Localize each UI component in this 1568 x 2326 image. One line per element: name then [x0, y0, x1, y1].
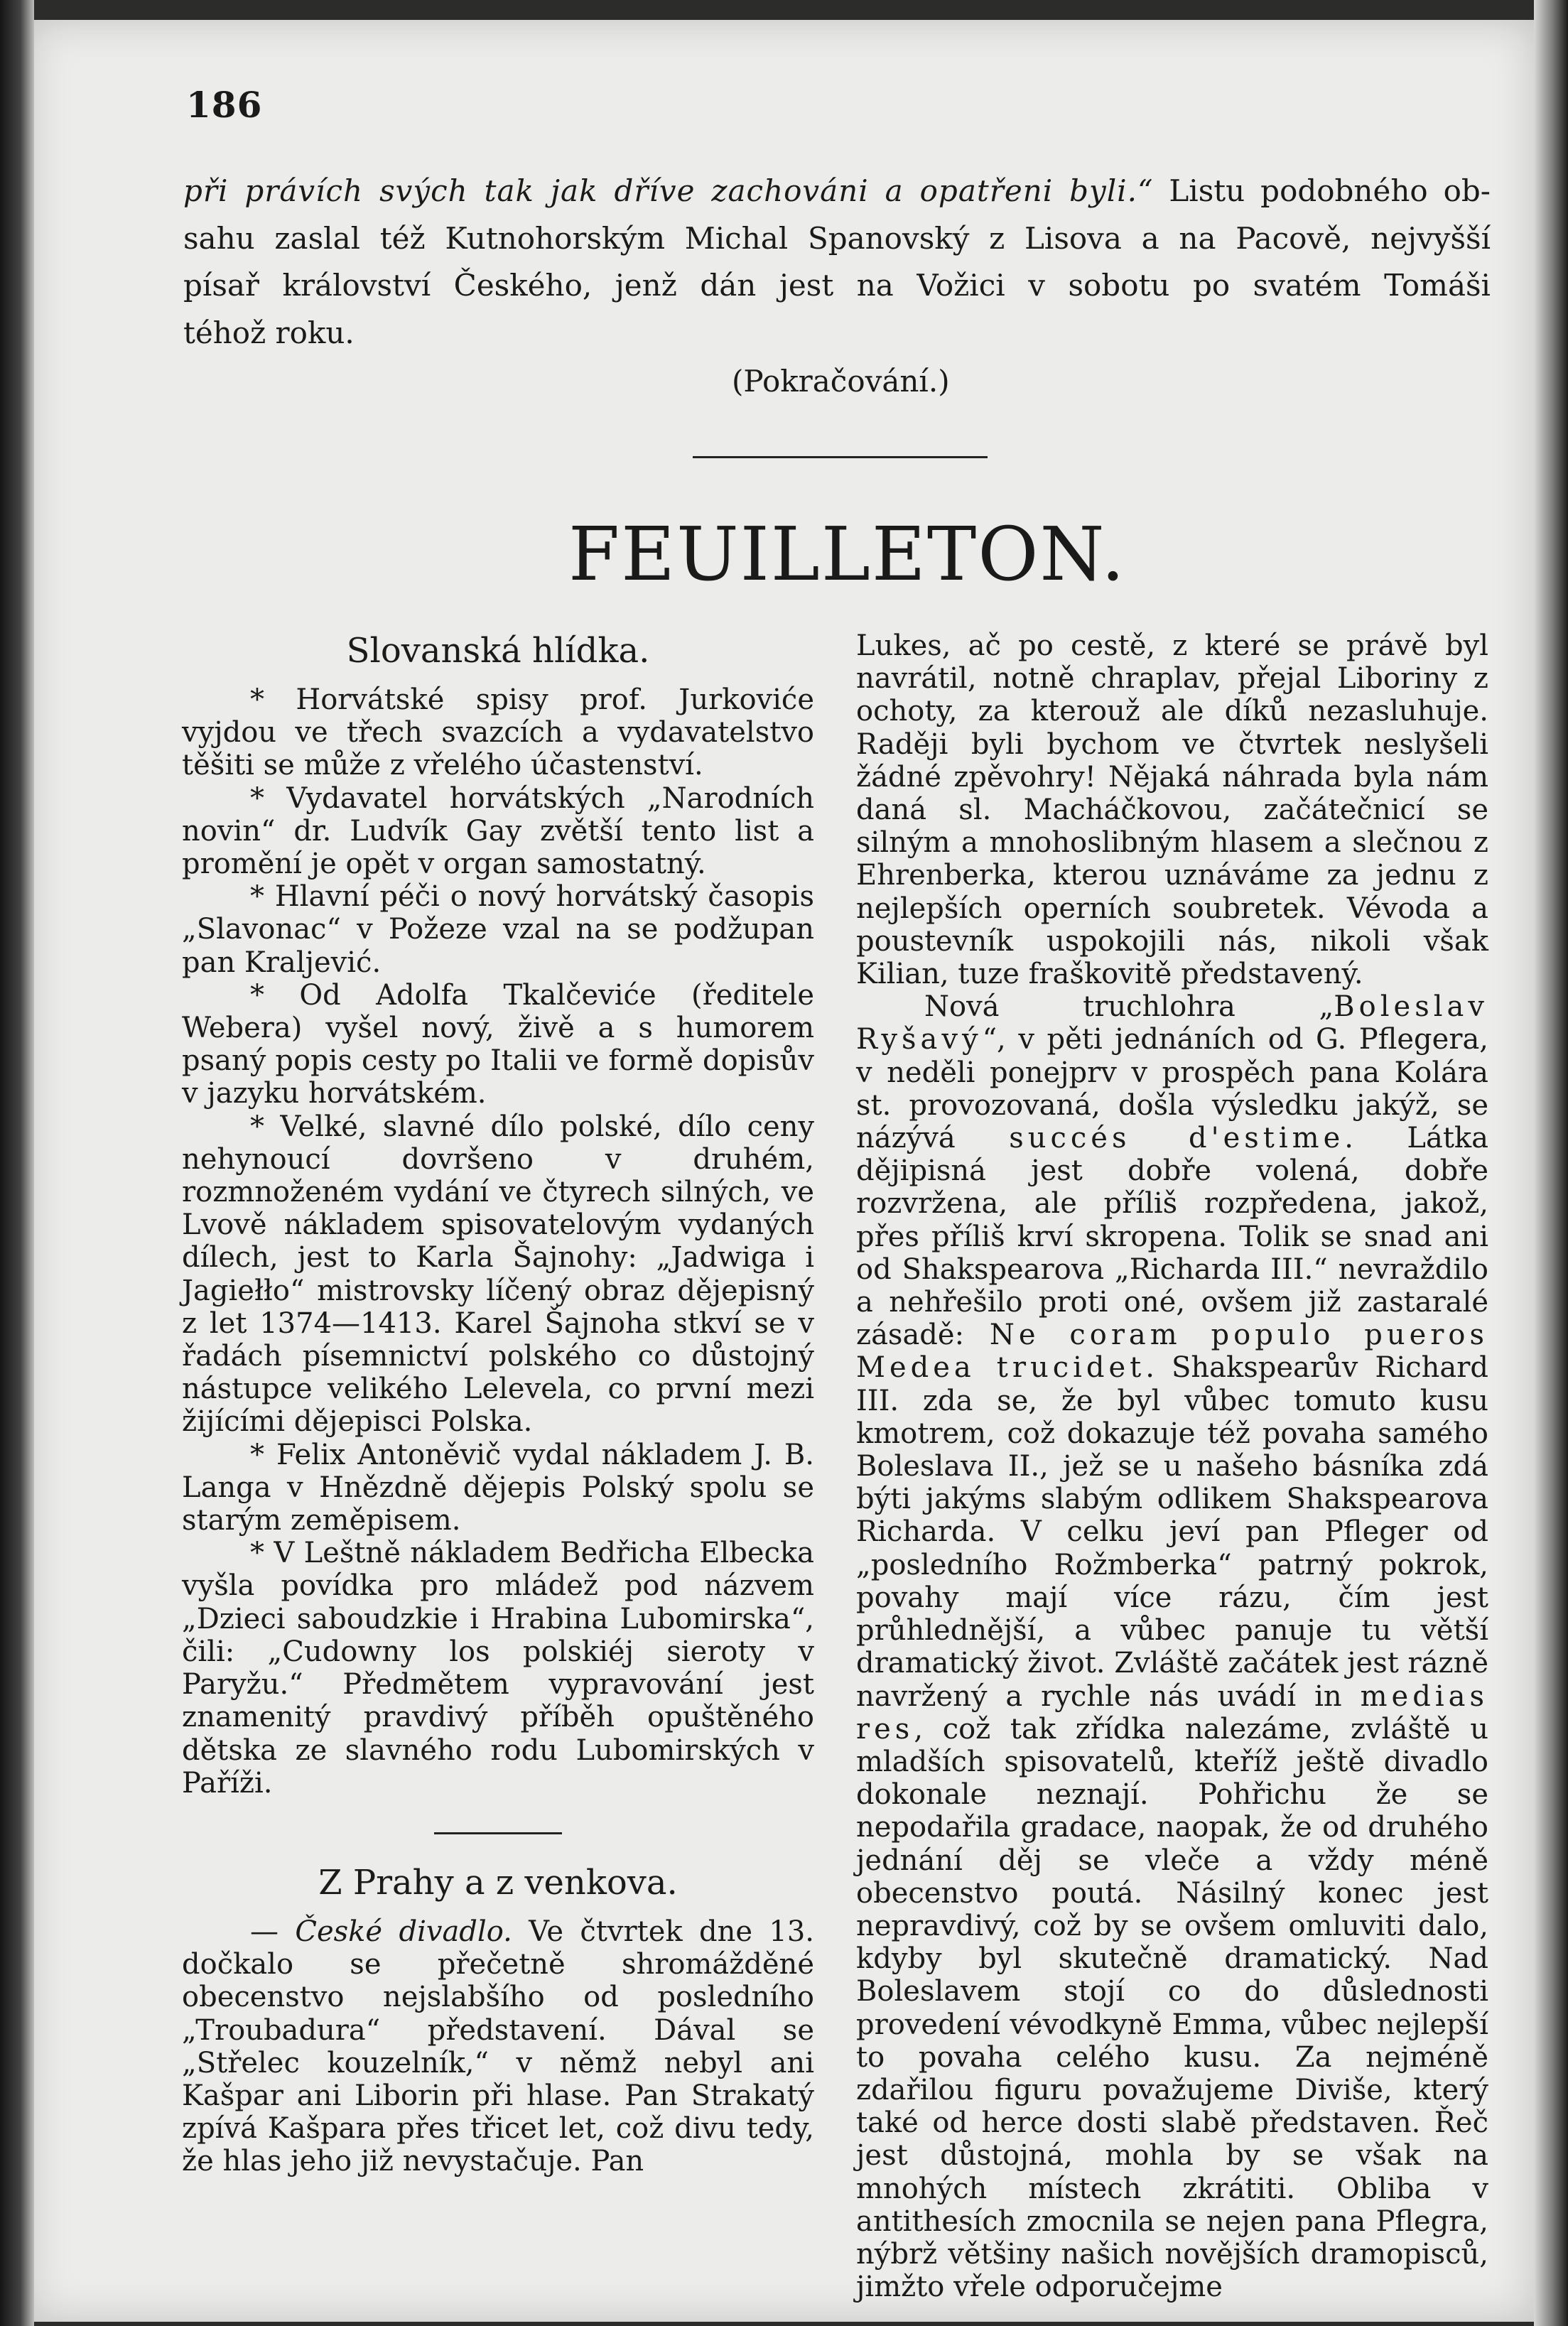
intro-line: téhož roku.: [183, 315, 355, 350]
news-item: * Hlavní péči o nový horvátský časopis „Slavonac“ v Požeze vzal na se podžupan pan Kraljević.: [182, 880, 814, 979]
intro-line-text: Listu podobného ob-: [1153, 173, 1491, 208]
theatre-text: Ve čtvrtek dne 13. dočkalo se přečetně shromážděné obecenstvo nejslabšího od posledního „Troubadura“ představení. Dával se „Střelec kouzelník,“ v němž nebyl ani Kašpar ani Liborin při hlase. Pan Strakatý zpívá Kašpara přes třicet let, což divu tedy, že hlas jeho již nevystačuje. Pan: [182, 1915, 814, 2178]
review-paragraph: Lukes, ač po cestě, z které se právě byl navrátil, notně chraplav, přejal Liboriny z ochoty, za kterouž ale díků nezasluhuje. Raději byli bychom ve čtvrtek neslyšeli žádné zpěvohry! Nějaká náhrada byla nám daná sl. Macháčkovou, začátečnicí se silným a mnohoslibným hlasem a slečnou z Ehrenberka, kterou uznáváme za jednu z nejlepších operních soubretek. Vévoda a poustevník uspokojili nás, nikoli však Kilian, tuze fraškovitě představený.: [856, 629, 1488, 991]
theatre-paragraph: — České divadlo. Ve čtvrtek dne 13. dočkalo se přečetně shromážděné obecenstvo nejslabšího od posledního „Troubadura“ představení. Dával se „Střelec kouzelník,“ v němž nebyl ani Kašpar ani Liborin při hlase. Pan Strakatý zpívá Kašpara přes třicet let, což divu tedy, že hlas jeho již nevystačuje. Pan: [182, 1915, 814, 2178]
page-number: 186: [186, 84, 263, 126]
review-text: “, v pěti jednáních od G. Pflegera, v neděli ponejprv v prospěch pana Kolára st. provozovaná, došla výsledku jakýž, se názývá: [856, 1023, 1488, 1155]
review-text: . Látka dějipisná jest dobře volená, dobře rozvržena, ale příliš rozpředena, jakož, přes příliš krví skropena. Tolik se snad ani od Shakspearova „Richarda III.“ nevraždilo a nehřešilo proti oné, ovšem již zastaralé zásadě:: [856, 1122, 1489, 1352]
review-text: Nová truchlohra „: [924, 990, 1334, 1024]
divider-rule: [693, 456, 988, 458]
intro-paragraph: [183, 168, 1491, 357]
review-text: , což tak zřídka nalezáme, zvláště u mladších spisovatelů, kteříž ještě divadlo dokonale neznají. Pohřichu že se nepodařila gradace, naopak, že od druhého jednání děj se vleče a vždy méně obecenstvo poutá. Násilný konec jest nepravdivý, což by se ovšem omluviti dalo, kdyby byl skutečně dramatický. Nad Boleslavem stojí co do důslednosti provedení vévodkyně Emma, vůbec nejlepší to povaha celého kusu. Za nejméně zdařilou figuru považujeme Diviše, který také od herce dosti slabě představen. Řeč jest důstojná, mohla by se však na mnohých místech zkrátiti. Obliba v antithesích zmocnila se nejen pana Pflegra, nýbrž většiny našich novějších dramopisců, jimžto vřele odporučejme: [856, 1712, 1488, 2304]
theatre-label: České divadlo.: [295, 1915, 512, 1948]
feuilleton-title: FEUILLETON.: [568, 511, 1126, 597]
succes-phrase: succés d'estime: [1009, 1122, 1345, 1155]
section-heading-slavic-watch: Slovanská hlídka.: [346, 631, 650, 671]
left-column: [182, 629, 814, 2178]
news-item: * Vydavatel horvátských „Narodních novin“ dr. Ludvík Gay zvětší tento list a promění je opět v organ samostatný.: [182, 781, 814, 881]
divider-rule: [434, 1832, 562, 1834]
latin-quote: Ne coram populo pueros Medea trucidet: [856, 1319, 1489, 1385]
right-column: [856, 629, 1488, 2303]
intro-line: [183, 168, 1491, 215]
review-paragraph: [856, 990, 1488, 2303]
review-text: . Shakspearův Richard III. zda se, že byl vůbec tomuto kusu kmotrem, což dokazuje též povaha samého Boleslava II., jež se u našeho básníka zdá býti jakýms slabým odlikem Shakspearova Richarda. V celku jeví pan Pfleger od „posledního Rožmberka“ patrný pokrok, povahy mají více rázu, čím jest průhlednější, a vůbec panuje tu větší dramatický život. Zvláště začátek jest rázně navržený a rychle nás uvádí in: [856, 1351, 1488, 1713]
news-item: * Od Adolfa Tkalčeviće (ředitele Webera) vyšel nový, živě a s humorem psaný popis cesty po Italii ve formě dopisův v jazyku horvátském.: [182, 978, 814, 1110]
page-edge-shadow: [1534, 0, 1568, 2326]
section-heading-prague-country: Z Prahy a z venkova.: [318, 1862, 678, 1903]
continuation-note: (Pokračování.): [732, 364, 950, 399]
play-title: Boleslav Ryšavý: [856, 990, 1488, 1056]
news-item: * Horvátské spisy prof. Jurkoviće vyjdou ve třech svazcích a vydavatelstvo těšiti se může z vřelého účastenství.: [182, 683, 814, 782]
news-item: * Felix Antoněvič vydal nákladem J. B. Langa v Hnězdně dějepis Polský spolu se starým zeměpisem.: [182, 1438, 814, 1537]
book-spine-shadow: [0, 0, 34, 2326]
intro-italic-phrase: při právích svých tak jak dříve zachováni a opatřeni byli.“: [183, 173, 1154, 208]
intro-line: sahu zaslal též Kutnohorským Michal Spanovský z Lisova a na Pacově, nejvyšší: [183, 220, 1491, 256]
news-item: * V Leštně nákladem Bedřicha Elbecka vyšla povídka pro mládež pod názvem „Dzieci saboudzkie i Hrabina Lubomirska“, čili: „Cudowny los polskiéj sieroty v Paryžu.“ Předmětem vypravování jest znamenitý pravdivý příběh opuštěného dětska ze slavného rodu Lubomirských v Paříži.: [182, 1537, 814, 1800]
intro-line: písař království Českého, jenž dán jest na Vožici v sobotu po svatém Tomáši: [183, 268, 1491, 303]
news-item: * Velké, slavné dílo polské, dílo ceny nehynoucí dovršeno v druhém, rozmnoženém vydání ve čtyrech silných, ve Lvově nákladem spisovatelovým vydaných dílech, jest to Karla Šajnohy: „Jadwiga i Jagiełło“ mistrovsky líčený obraz dějepisný z let 1374—1413. Karel Šajnoha stkví se v řadách písemnictví polského co důstojný nástupce velikého Lelevela, co první mezi žijícími dějepisci Polska.: [182, 1110, 814, 1439]
latin-phrase: medias res: [856, 1679, 1488, 1746]
